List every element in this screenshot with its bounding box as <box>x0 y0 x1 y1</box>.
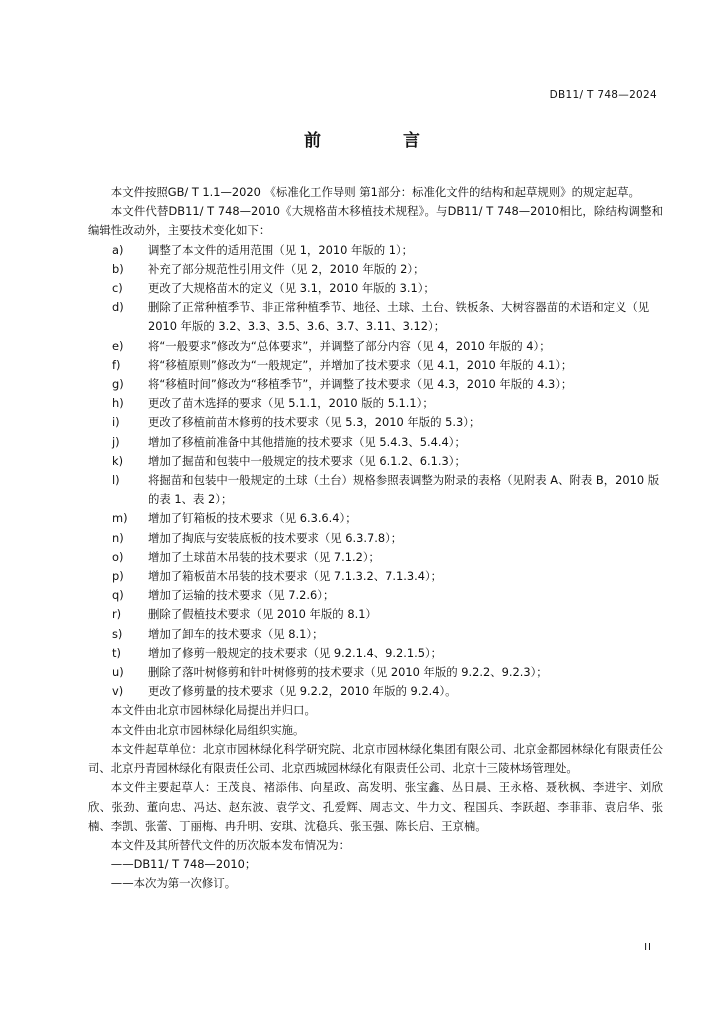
change-item-text: 将“移植原则”修改为“一般规定”，并增加了技术要求（见 4.1，2010 年版的 4.1）； <box>148 357 573 372</box>
change-item-label: k) <box>112 453 124 468</box>
organizer-paragraph: 本文件由北京市园林绿化局组织实施。 <box>110 722 305 737</box>
change-item-label: o) <box>112 549 124 564</box>
change-list-item <box>88 356 663 375</box>
change-list-item <box>88 586 663 605</box>
change-item-text: 删除了正常种植季节、非正常种植季节、地径、土球、土台、铁板条、大树容器苗的术语和定义（见 2010 年版的 3.2、3.3、3.5、3.6、3.7、3.11、3.12）； <box>148 300 650 334</box>
change-item-text: 增加了钉箱板的技术要求（见 6.3.6.4）； <box>148 511 357 526</box>
change-item-label: i) <box>112 415 120 430</box>
change-list-item <box>88 433 663 452</box>
change-list-item <box>88 548 663 567</box>
change-list-item <box>88 625 663 644</box>
change-list-item <box>88 260 663 279</box>
change-item-label: g) <box>112 377 124 392</box>
change-item-text: 将“移植时间”修改为“移植季节”，并调整了技术要求（见 4.3，2010 年版的 4.3）； <box>148 377 573 392</box>
change-list-item <box>88 644 663 663</box>
change-list-item <box>88 394 663 413</box>
change-item-label: c) <box>112 281 123 296</box>
change-item-label: f) <box>112 357 121 372</box>
change-list-item <box>88 471 663 509</box>
change-item-label: v) <box>112 684 124 699</box>
change-list-item <box>88 375 663 394</box>
change-list-item <box>88 241 663 260</box>
change-item-label: l) <box>112 473 120 488</box>
intro-paragraph: 本文件代替DB11/ T 748—2010《大规格苗木移植技术规程》。与DB11/ T 748—2010相比，除结构调整和编辑性改动外，主要技术变化如下： <box>88 204 663 238</box>
change-item-label: b) <box>112 261 124 276</box>
page-title: 前 言 <box>304 131 458 151</box>
change-item-text: 增加了土球苗木吊装的技术要求（见 7.1.2）； <box>148 549 380 564</box>
change-item-text: 删除了假植技术要求（见 2010 年版的 8.1） <box>148 607 377 622</box>
change-item-text: 更改了大规格苗木的定义（见 3.1，2010 年版的 3.1）； <box>148 281 435 296</box>
change-item-label: u) <box>112 665 124 680</box>
change-item-text: 补充了部分规范性引用文件（见 2，2010 年版的 2）； <box>148 261 425 276</box>
change-item-label: h) <box>112 396 124 411</box>
change-item-label: m) <box>112 511 128 526</box>
change-item-label: t) <box>112 645 121 660</box>
drafters-paragraph: 本文件主要起草人：王茂良、褚添伟、向星政、高发明、张宝鑫、丛日晨、王永格、聂秋枫、李进宇、刘欣欣、张劲、董向忠、冯达、赵东波、袁学文、孔爱辉、周志文、牛力文、程国兵、李跃超、李菲菲、袁启华、张楠、李凯、张蕾、丁丽梅、冉升明、安琪、沈稳兵、张玉强、陈长启、王京楠。 <box>88 780 663 833</box>
change-item-text: 更改了移植前苗木修剪的技术要求（见 5.3，2010 年版的 5.3）； <box>148 415 481 430</box>
page-number: II <box>644 942 652 953</box>
change-list-item <box>88 413 663 432</box>
change-item-label: j) <box>112 434 120 449</box>
change-list-item <box>88 452 663 471</box>
change-item-text: 增加了运输的技术要求（见 7.2.6）； <box>148 588 335 603</box>
change-item-label: s) <box>112 626 123 641</box>
change-item-text: 删除了落叶树修剪和针叶树修剪的技术要求（见 2010 年版的 9.2.2、9.2.3）； <box>148 665 548 680</box>
change-list-item <box>88 298 663 336</box>
history-intro-paragraph: 本文件及其所替代文件的历次版本发布情况为： <box>110 837 351 852</box>
change-item-label: p) <box>112 569 124 584</box>
changes-list <box>88 241 663 702</box>
change-item-label: q) <box>112 588 124 603</box>
change-item-text: 将“一般要求”修改为“总体要求”，并调整了部分内容（见 4，2010 年版的 4）； <box>148 338 551 353</box>
change-item-label: d) <box>112 300 124 315</box>
history-item: ——DB11/ T 748—2010； <box>110 857 257 872</box>
change-list-item <box>88 605 663 624</box>
history-item: ——本次为第一次修订。 <box>110 876 237 891</box>
standard-code: DB11/ T 748—2024 <box>549 89 657 101</box>
change-item-text: 增加了掘苗和包装中一般规定的技术要求（见 6.1.2、6.1.3）； <box>148 453 466 468</box>
change-list-item <box>88 567 663 586</box>
change-list-item <box>88 509 663 528</box>
change-item-text: 增加了卸车的技术要求（见 8.1）； <box>148 626 324 641</box>
change-item-text: 更改了苗木选择的要求（见 5.1.1，2010 版的 5.1.1）； <box>148 396 434 411</box>
change-item-text: 增加了移植前准备中其他措施的技术要求（见 5.4.3、5.4.4）； <box>148 434 466 449</box>
change-list-item <box>88 529 663 548</box>
change-list-item <box>88 682 663 701</box>
proposer-paragraph: 本文件由北京市园林绿化局提出并归口。 <box>110 703 316 718</box>
intro-paragraph: 本文件按照GB/ T 1.1—2020 《标准化工作导则 第1部分：标准化文件的结构和起草规则》的规定起草。 <box>110 185 640 199</box>
change-item-text: 将掘苗和包装中一般规定的土球（土台）规格参照表调整为附录的表格（见附表 A、附表 B，2010 版的表 1、表 2）； <box>148 473 660 507</box>
change-item-text: 增加了修剪一般规定的技术要求（见 9.2.1.4、9.2.1.5）； <box>148 645 443 660</box>
change-item-text: 增加了掏底与安装底板的技术要求（见 6.3.7.8）； <box>148 530 403 545</box>
change-item-label: n) <box>112 530 124 545</box>
drafting-units-paragraph: 本文件起草单位：北京市园林绿化科学研究院、北京市园林绿化集团有限公司、北京金都园林绿化有限责任公司、北京丹青园林绿化有限责任公司、北京西城园林绿化有限责任公司、北京十三陵林场管理处。 <box>88 741 663 776</box>
change-item-label: a) <box>112 242 124 257</box>
change-item-text: 调整了本文件的适用范围（见 1，2010 年版的 1）； <box>148 242 414 257</box>
change-item-label: e) <box>112 338 124 353</box>
change-list-item <box>88 279 663 298</box>
change-item-label: r) <box>112 607 122 622</box>
change-list-item <box>88 337 663 356</box>
change-item-text: 更改了修剪量的技术要求（见 9.2.2，2010 年版的 9.2.4）。 <box>148 684 457 699</box>
change-list-item <box>88 663 663 682</box>
document-body <box>88 183 663 894</box>
change-item-text: 增加了箱板苗木吊装的技术要求（见 7.1.3.2、7.1.3.4）； <box>148 569 443 584</box>
